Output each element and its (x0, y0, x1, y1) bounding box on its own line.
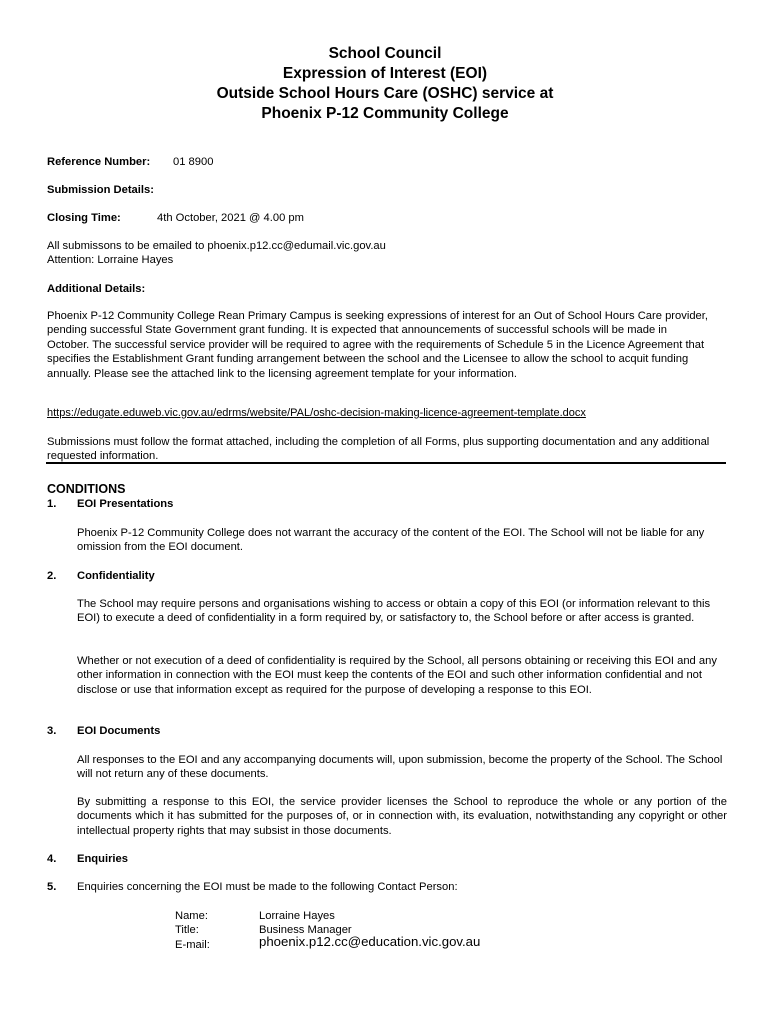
title-line-1: School Council (328, 45, 442, 62)
reference-value: 01 8900 (173, 156, 214, 168)
section-2-title: Confidentiality (77, 570, 155, 582)
section-2-text-1: The School may require persons and organisations wishing to access or obtain a copy of this EOI (or information relevant to this EOI) to execute a deed of confidentiality in a form required by, or satisfactory to, the School before or after access is granted. (77, 598, 711, 625)
contact-title-value: Business Manager (259, 924, 352, 936)
section-5-number: 5. (47, 881, 57, 893)
title-line-4: Phoenix P-12 Community College (261, 105, 509, 122)
section-4-title: Enquiries (77, 853, 128, 865)
contact-title-label: Title: (175, 924, 199, 936)
section-1-title: EOI Presentations (77, 498, 174, 510)
reference-label: Reference Number: (47, 156, 151, 168)
section-3-text-1: All responses to the EOI and any accompanying documents will, upon submission, become the property of the School. The School will not return any of these documents. (77, 754, 723, 781)
section-4-number: 4. (47, 853, 57, 865)
section-2-text-2: Whether or not execution of a deed of confidentiality is required by the School, all persons obtaining or receiving this EOI and any other information in connection with the EOI must keep the contents of the EOI and such other information confidential and not disclose or use that information except as required for the purpose of developing a response to this EOI. (77, 655, 717, 696)
title-line-2: Expression of Interest (EOI) (282, 65, 488, 82)
contact-email-value[interactable]: phoenix.p12.cc@education.vic.gov.au (259, 934, 481, 949)
contact-email-label: E-mail: (175, 939, 210, 951)
divider (46, 462, 726, 464)
section-2-number: 2. (47, 570, 57, 582)
section-3-text-2: By submitting a response to this EOI, the service provider licenses the School to reproduce the whole or any portion of the documents which it has submitted for the purposes of, or in connection with, its evaluation, notwithstanding any copyright or other intellectual property rights that may subsist in those documents. (77, 796, 727, 837)
closing-value: 4th October, 2021 @ 4.00 pm (157, 212, 304, 224)
contact-name-label: Name: (175, 910, 208, 922)
submit-line-1: All submissons to be emailed to phoenix.p12.cc@edumail.vic.gov.au (47, 240, 386, 252)
conditions-heading: CONDITIONS (47, 482, 126, 496)
additional-text: Phoenix P-12 Community College Rean Primary Campus is seeking expressions of interest for an Out of School Hours Care provider, pending successful State Government grant funding. It is expected that announcements of successful schools will be made in October. The successful service provider will be required to agree with the requirements of Schedule 5 in the Licence Agreement that specifies the Establishment Grant funding arrangement between the school and the Licensee to allow the school to acquit funding annually. Please see the attached link to the licensing agreement template for your information. (47, 310, 708, 380)
closing-label: Closing Time: (47, 212, 121, 224)
additional-label: Additional Details: (47, 283, 146, 295)
section-1-text: Phoenix P-12 Community College does not warrant the accuracy of the content of the EOI. The School will not be liable for any omission from the EOI document. (77, 527, 705, 554)
submission-label: Submission Details: (47, 184, 154, 196)
title-line-3: Outside School Hours Care (OSHC) service at (216, 85, 554, 102)
format-text: Submissions must follow the format attached, including the completion of all Forms, plus supporting documentation and any additional requested information. (47, 436, 710, 463)
licence-template-link[interactable]: https://edugate.eduweb.vic.gov.au/edrms/website/PAL/oshc-decision-making-licence-agreement-template.docx (47, 407, 586, 419)
section-3-title: EOI Documents (77, 725, 161, 737)
section-1-number: 1. (47, 498, 57, 510)
section-5-text: Enquiries concerning the EOI must be made to the following Contact Person: (77, 881, 458, 893)
section-3-number: 3. (47, 725, 57, 737)
document-title (0, 44, 770, 124)
submit-line-2: Attention: Lorraine Hayes (47, 254, 174, 266)
contact-name-value: Lorraine Hayes (259, 910, 335, 922)
